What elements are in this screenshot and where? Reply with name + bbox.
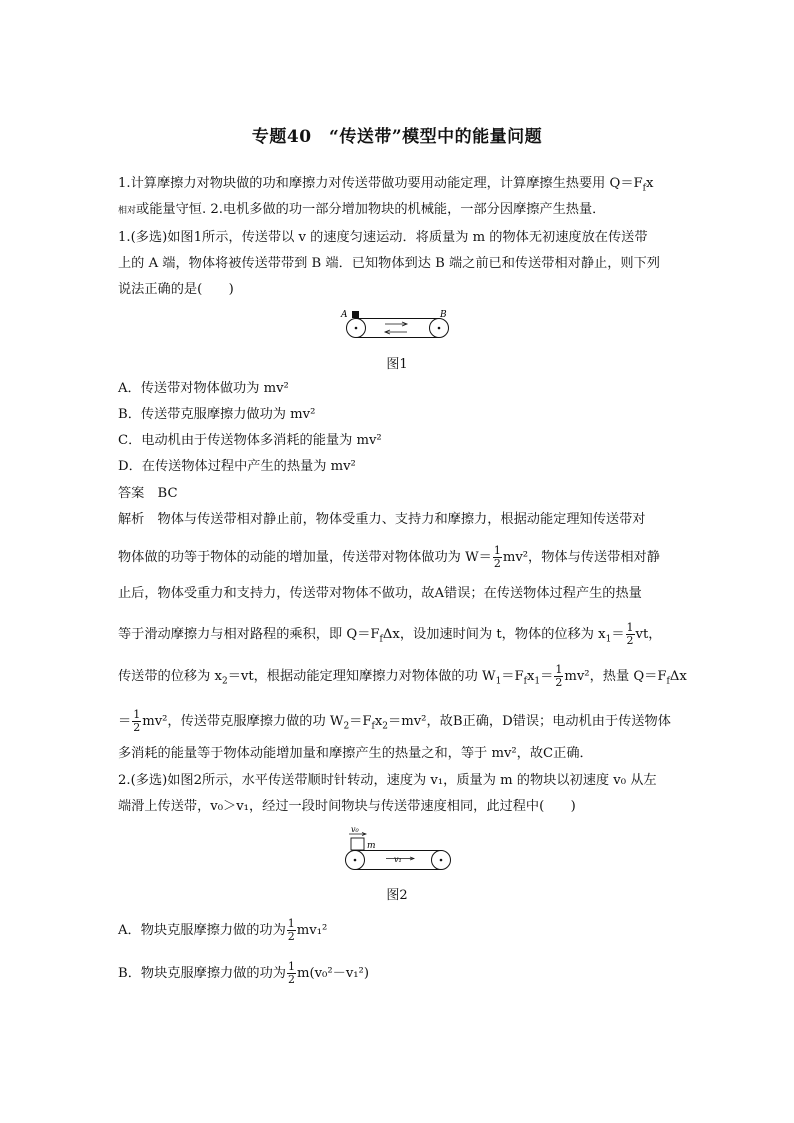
q1-option-c: C．电动机由于传送物体多消耗的能量为 mv² <box>118 433 382 448</box>
intro-line-1: 1.计算摩擦力对物块做的功和摩擦力对传送带做功要用动能定理，计算摩擦生热要用 $Q=F_fx$ <box>118 176 654 194</box>
q2-stem-line-2: 端滑上传送带，v₀＞v₁，经过一段时间物块与传送带速度相同，此过程中( ) <box>118 799 576 814</box>
label-b: B <box>440 310 447 320</box>
q1-option-a: A．传送带对物体做功为 mv² <box>118 381 289 396</box>
q1-explanation-line-2: 物体做的功等于物体的动能的增加量，传送带对物体做功为 W＝ $\frac{1}{2}$ mv²，物体与传送带相对静 <box>118 544 660 570</box>
intro-line-2: 相对或能量守恒. 2.电机多做的功一部分增加物块的机械能，一部分因摩擦产生热量． <box>118 202 606 217</box>
pulley-right-axle <box>438 327 441 330</box>
q1-explanation-line-6: ＝ $\frac{1}{2}$ mv²，传送带克服摩擦力做的功 $W_2=F_fx_2=mv^2$，故B正确，D错误；电动机由于传送物体 <box>118 708 671 734</box>
q1-explanation-line-3: 止后，物体受重力和支持力，传送带对物体不做功，故A错误；在传送物体过程产生的热量 <box>118 586 642 601</box>
q1-explanation-line-4: 等于滑动摩擦力与相对路程的乘积，即 $Q=F_f\Delta x$，设加速时间为 t，物体的位移为 $x_1=$ $\frac{1}{2}$ vt， <box>118 621 662 647</box>
q1-option-d: D．在传送物体过程中产生的热量为 mv² <box>118 459 356 474</box>
block-square <box>352 311 359 318</box>
q1-stem-line-1: 1.(多选)如图1所示，传送带以 v 的速度匀速运动．将质量为 m 的物体无初速度放在传送带 <box>118 230 648 245</box>
pulley-left-axle <box>354 859 357 862</box>
q1-explanation-line-7: 多消耗的能量等于物体动能增加量和摩擦产生的热量之和，等于 mv²，故C正确． <box>118 746 593 761</box>
block-m <box>351 838 364 850</box>
page-title: 专题40 “传送带”模型中的能量问题 <box>251 127 543 147</box>
label-a: A <box>341 310 348 320</box>
label-m: m <box>367 841 376 851</box>
figure-2-caption: 图2 <box>386 888 408 903</box>
figure-1-caption: 图1 <box>386 357 408 372</box>
q2-option-b: B．物块克服摩擦力做的功为 $\frac{1}{2}$ m(v₀²－v₁²) <box>118 960 369 986</box>
q1-option-b: B．传送带克服摩擦力做功为 mv² <box>118 407 316 422</box>
q1-stem-line-3: 说法正确的是( ) <box>118 282 234 297</box>
q2-stem-line-1: 2.(多选)如图2所示，水平传送带顺时针转动，速度为 v₁，质量为 m 的物块以初速度 v₀ 从左 <box>118 773 657 788</box>
q1-answer: 答案 BC <box>118 486 178 501</box>
q1-explanation-line-5: 传送带的位移为 $x_2=vt$，根据动能定理知摩擦力对物体做的功 $W_1=F_fx_1=$ $\frac{1}{2}$ mv²，热量 $Q=F_f\Delta x$ <box>118 663 687 689</box>
q2-option-a: A．物块克服摩擦力做的功为 $\frac{1}{2}$ mv₁² <box>118 917 328 943</box>
q1-stem-line-2: 上的 A 端，物体将被传送带带到 B 端．已知物体到达 B 端之前已和传送带相对静止，则下列 <box>118 256 660 271</box>
label-v0: v₀ <box>351 825 359 834</box>
pulley-right-axle <box>440 859 443 862</box>
q1-explanation-line-1: 解析 物体与传送带相对静止前，物体受重力、支持力和摩擦力，根据动能定理知传送带对 <box>118 512 646 527</box>
figure-1-conveyor <box>338 307 458 343</box>
pulley-left-axle <box>355 327 358 330</box>
figure-2-conveyor <box>338 824 458 872</box>
label-v1: v₁ <box>394 855 402 864</box>
